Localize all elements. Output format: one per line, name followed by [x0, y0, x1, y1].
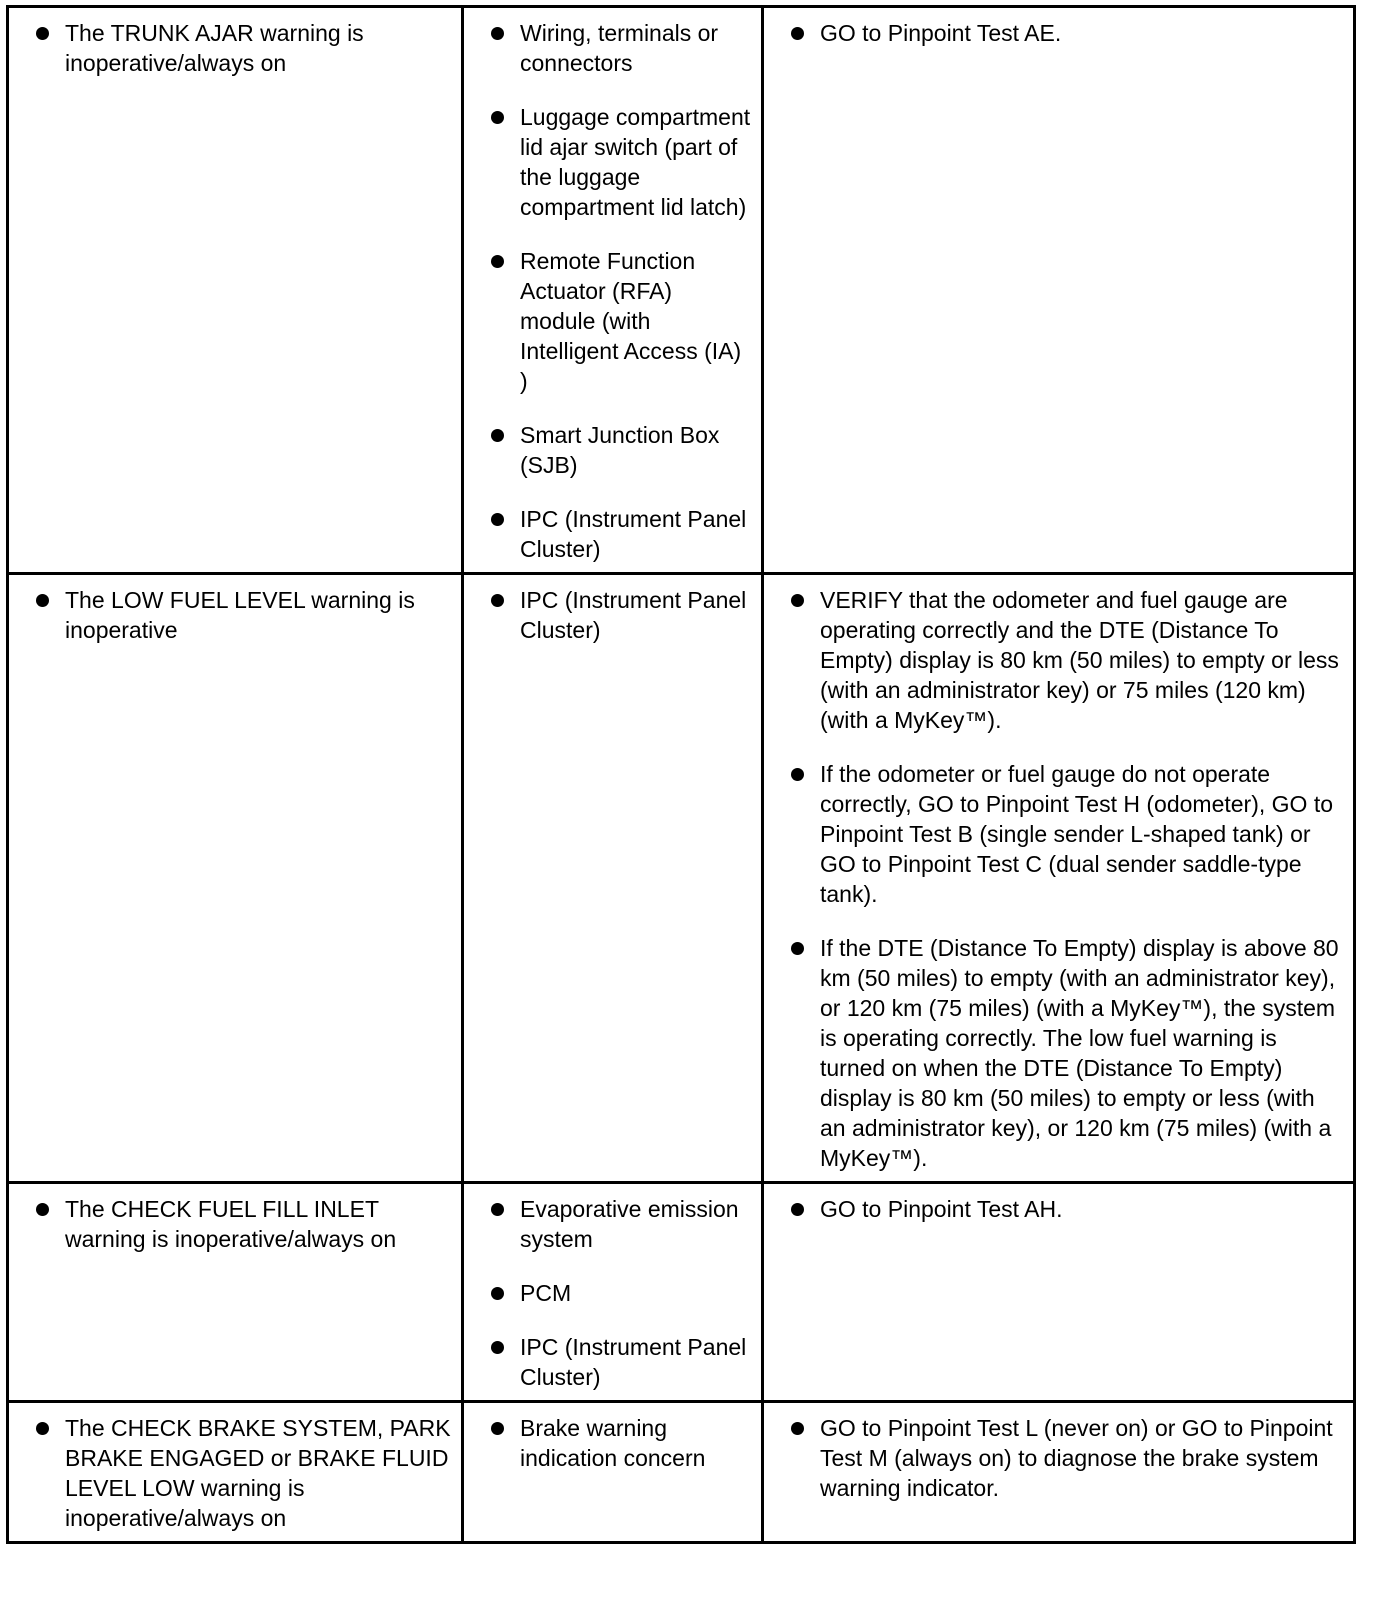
- bullet-list: [478, 1194, 751, 1392]
- list-item-text: VERIFY that the odometer and fuel gauge are operating correctly and the DTE (Distance To Empty) display is 80 km (50 miles) to empty or less (with an administrator key) or 75 miles (120 km) (with a MyKey™).: [820, 587, 1339, 733]
- list-item-text: Smart Junction Box (SJB): [520, 422, 720, 478]
- bullet-icon: [791, 1422, 804, 1435]
- list-item: [778, 18, 1343, 48]
- list-item-text: Evaporative emission system: [520, 1196, 739, 1252]
- action-cell: [763, 1402, 1355, 1543]
- bullet-icon: [491, 27, 504, 40]
- bullet-list: [778, 1413, 1343, 1503]
- bullet-icon: [491, 1287, 504, 1300]
- bullet-icon: [491, 594, 504, 607]
- list-item: [478, 585, 751, 645]
- action-cell: [763, 1183, 1355, 1402]
- condition-cell: [8, 1183, 463, 1402]
- list-item-text: IPC (Instrument Panel Cluster): [520, 1334, 747, 1390]
- bullet-icon: [491, 255, 504, 268]
- action-cell: [763, 7, 1355, 574]
- list-item-text: If the DTE (Distance To Empty) display is above 80 km (50 miles) to empty (with an administrator key), or 120 km (75 miles) (with a MyKey™), the system is operating correctly. The low fuel warning is turned on when the DTE (Distance To Empty) display is 80 km (50 miles) to empty or less (with an administrator key), or 120 km (75 miles) (with a MyKey™).: [820, 935, 1339, 1171]
- bullet-icon: [791, 1203, 804, 1216]
- list-item-text: IPC (Instrument Panel Cluster): [520, 587, 747, 643]
- list-item-text: If the odometer or fuel gauge do not operate correctly, GO to Pinpoint Test H (odometer), GO to Pinpoint Test B (single sender L-shaped tank) or GO to Pinpoint Test C (dual sender saddle-type tank).: [820, 761, 1333, 907]
- bullet-list: [778, 18, 1343, 48]
- list-item-text: The CHECK FUEL FILL INLET warning is inoperative/always on: [65, 1196, 397, 1252]
- table-row: [8, 1183, 1355, 1402]
- list-item: [478, 420, 751, 480]
- list-item: [778, 585, 1343, 735]
- diagnosis-table: [6, 5, 1356, 1544]
- bullet-icon: [36, 1203, 49, 1216]
- bullet-list: [778, 585, 1343, 1173]
- bullet-icon: [36, 594, 49, 607]
- list-item-text: GO to Pinpoint Test L (never on) or GO to Pinpoint Test M (always on) to diagnose the brake system warning indicator.: [820, 1415, 1333, 1501]
- list-item: [478, 102, 751, 222]
- condition-cell: [8, 1402, 463, 1543]
- bullet-list: [23, 1194, 451, 1254]
- list-item-text: GO to Pinpoint Test AE.: [820, 20, 1062, 46]
- condition-cell: [8, 7, 463, 574]
- bullet-icon: [491, 111, 504, 124]
- list-item: [478, 246, 751, 396]
- list-item-text: The TRUNK AJAR warning is inoperative/always on: [65, 20, 364, 76]
- list-item: [478, 1413, 751, 1473]
- list-item-text: Brake warning indication concern: [520, 1415, 706, 1471]
- possible-sources-cell: [463, 7, 763, 574]
- bullet-list: [23, 1413, 451, 1533]
- list-item-text: Remote Function Actuator (RFA) module (with Intelligent Access (IA) ): [520, 248, 742, 394]
- list-item: [478, 504, 751, 564]
- table-row: [8, 574, 1355, 1183]
- bullet-list: [23, 585, 451, 645]
- list-item: [778, 1194, 1343, 1224]
- list-item: [478, 1194, 751, 1254]
- bullet-icon: [791, 27, 804, 40]
- action-cell: [763, 574, 1355, 1183]
- condition-cell: [8, 574, 463, 1183]
- possible-sources-cell: [463, 574, 763, 1183]
- list-item-text: The LOW FUEL LEVEL warning is inoperative: [65, 587, 415, 643]
- bullet-icon: [491, 1341, 504, 1354]
- possible-sources-cell: [463, 1402, 763, 1543]
- possible-sources-cell: [463, 1183, 763, 1402]
- bullet-list: [478, 1413, 751, 1473]
- table-row: [8, 1402, 1355, 1543]
- list-item-text: IPC (Instrument Panel Cluster): [520, 506, 747, 562]
- bullet-list: [778, 1194, 1343, 1224]
- list-item-text: Wiring, terminals or connectors: [520, 20, 719, 76]
- table-row: [8, 7, 1355, 574]
- list-item-text: Luggage compartment lid ajar switch (part of the luggage compartment lid latch): [520, 104, 751, 220]
- list-item: [778, 1413, 1343, 1503]
- list-item-text: The CHECK BRAKE SYSTEM, PARK BRAKE ENGAGED or BRAKE FLUID LEVEL LOW warning is inoperative/always on: [65, 1415, 451, 1531]
- bullet-list: [478, 585, 751, 645]
- bullet-icon: [791, 942, 804, 955]
- bullet-icon: [491, 513, 504, 526]
- list-item-text: GO to Pinpoint Test AH.: [820, 1196, 1063, 1222]
- bullet-list: [23, 18, 451, 78]
- list-item: [778, 933, 1343, 1173]
- list-item: [23, 18, 451, 78]
- list-item: [23, 1194, 451, 1254]
- list-item: [23, 585, 451, 645]
- diagnosis-table-body: [8, 7, 1355, 1543]
- bullet-icon: [491, 1422, 504, 1435]
- bullet-icon: [36, 27, 49, 40]
- list-item: [23, 1413, 451, 1533]
- list-item-text: PCM: [520, 1280, 572, 1306]
- list-item: [478, 1278, 751, 1308]
- bullet-icon: [491, 1203, 504, 1216]
- list-item: [778, 759, 1343, 909]
- bullet-icon: [36, 1422, 49, 1435]
- bullet-icon: [791, 594, 804, 607]
- bullet-icon: [491, 429, 504, 442]
- list-item: [478, 1332, 751, 1392]
- bullet-icon: [791, 768, 804, 781]
- bullet-list: [478, 18, 751, 564]
- list-item: [478, 18, 751, 78]
